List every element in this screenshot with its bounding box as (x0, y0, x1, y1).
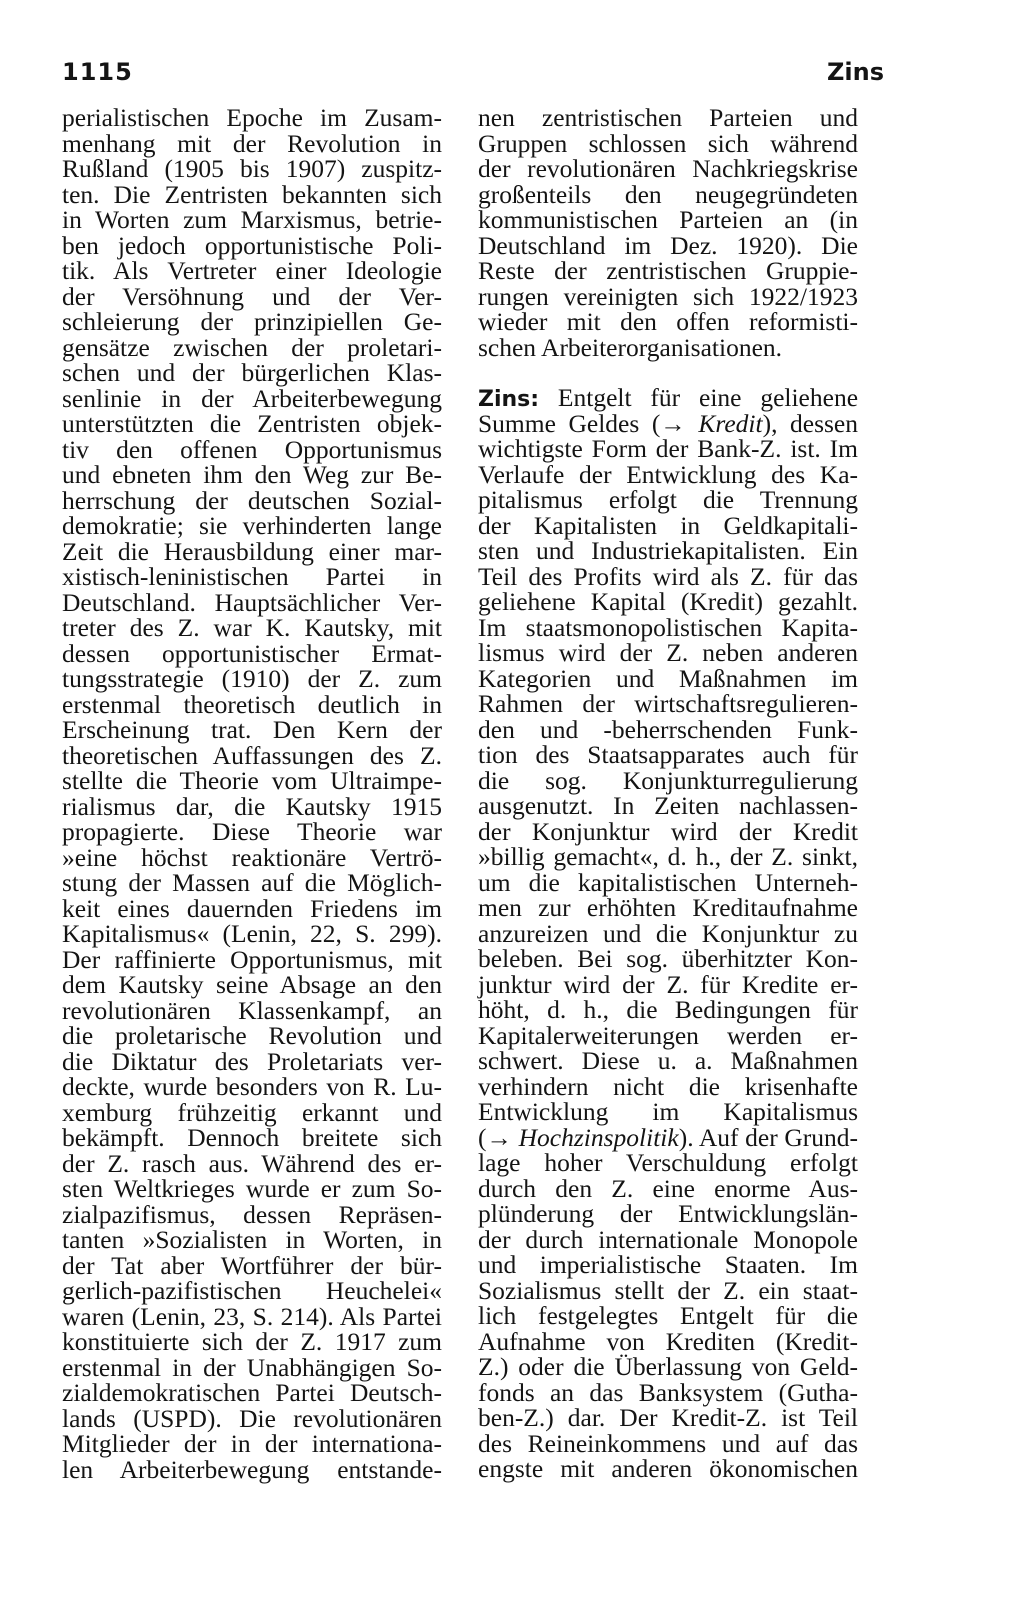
text-line: revolutionären Klassenkampf, an (62, 995, 442, 1025)
text-line: erstenmal in der Unabhängigen So- (62, 1352, 442, 1382)
text-line: waren (Lenin, 23, S. 214). Als Partei (62, 1301, 442, 1331)
text-line: Sozialismus stellt der Z. ein staat- (478, 1275, 858, 1305)
text-line: Reste der zentristischen Gruppie- (478, 256, 858, 285)
text-line: der revolutionären Nachkriegskrise (478, 154, 858, 183)
text-line: Rahmen der wirtschaftsregulieren- (478, 689, 858, 718)
entry-second-line (478, 408, 858, 438)
text-line: »eine höchst reaktionäre Vertrö- (62, 842, 442, 872)
text-line: dem Kautsky seine Absage an den (62, 970, 442, 999)
entry-first-line (478, 385, 858, 411)
text-line: rialismus dar, die Kautsky 1915 (62, 791, 442, 821)
text-line: Gruppen schlossen sich während (478, 128, 858, 158)
text-line: und imperialistische Staaten. Im (478, 1250, 858, 1279)
text-line: ben jedoch opportunistische Poli- (62, 230, 442, 260)
text-line: der Z. rasch aus. Während des er- (62, 1148, 442, 1178)
text-line: sten und Industriekapitalisten. Ein (478, 536, 858, 565)
text-line: zialdemokratischen Partei Deutsch- (62, 1378, 442, 1407)
text-line: wieder mit den offen reformisti- (478, 307, 858, 336)
right-column (478, 105, 858, 1482)
text-line: gerlich-pazifistischen Heuchelei« (62, 1276, 442, 1305)
text-line: wichtigste Form der Bank-Z. ist. Im (478, 434, 858, 463)
text-line: die sog. Konjunkturregulierung (478, 765, 858, 795)
cross-reference-kredit: Kredit (698, 408, 763, 438)
entry-body-part1 (478, 436, 858, 1125)
text-line: ausgenutzt. In Zeiten nachlassen- (478, 791, 858, 820)
paragraph-gap (478, 360, 858, 385)
text-line: Kategorien und Maßnahmen im (478, 663, 858, 693)
text-line: der Kapitalisten in Geldkapitali- (478, 510, 858, 540)
text-line: tungsstrategie (1910) der Z. zum (62, 664, 442, 693)
text-run: (→ (478, 1122, 519, 1152)
text-line: nen zentristischen Parteien und (478, 103, 858, 132)
text-line: höht, d. h., die Bedingungen für (478, 995, 858, 1024)
text-line: tik. Als Vertreter einer Ideologie (62, 256, 442, 285)
text-line: demokratie; sie verhinderten lange (62, 511, 442, 540)
text-line: des Reineinkommens und auf das (478, 1428, 858, 1458)
text-line: anzureizen und die Konjunktur zu (478, 918, 858, 948)
text-line: der Versöhnung und der Ver- (62, 281, 442, 311)
text-run: ). Auf der Grund- (678, 1122, 858, 1152)
text-line: Z.) oder die Überlassung von Geld- (478, 1352, 858, 1381)
text-line: unterstützten die Zentristen objek- (62, 409, 442, 438)
text-line: xistisch-leninistischen Partei in (62, 562, 442, 591)
text-line: pitalismus erfolgt die Trennung (478, 485, 858, 514)
entry-hochzins-line (478, 1122, 858, 1152)
text-line: len Arbeiterbewegung entstande- (62, 1454, 442, 1484)
text-line: tiv den offenen Opportunismus (62, 434, 442, 464)
text-line: stung der Massen auf die Möglich- (62, 868, 442, 897)
entry-first-line-text: Entgelt für eine geliehene (557, 383, 859, 412)
text-line: Zeit die Herausbildung einer mar- (62, 536, 442, 566)
text-run: Summe Geldes (→ (478, 408, 699, 438)
text-line: theoretischen Auffassungen des Z. (62, 740, 442, 770)
text-line: Teil des Profits wird als Z. für das (478, 561, 858, 591)
text-line: xemburg frühzeitig erkannt und (62, 1097, 442, 1127)
text-line: engste mit anderen ökonomischen (478, 1454, 858, 1483)
text-line: rungen vereinigten sich 1922/1923 (478, 281, 858, 311)
text-line: senlinie in der Arbeiterbewegung (62, 383, 442, 413)
text-line: Kapitalismus« (Lenin, 22, S. 299). (62, 919, 442, 948)
text-line: lands (USPD). Die revolutionären (62, 1403, 442, 1433)
text-line: fonds an das Banksystem (Gutha- (478, 1377, 858, 1407)
text-line: durch den Z. eine enorme Aus- (478, 1173, 858, 1203)
text-line: und ebneten ihm den Weg zur Be- (62, 460, 442, 489)
running-head: Zins (827, 58, 884, 86)
text-line: tion des Staatsapparates auch für (478, 740, 858, 769)
text-line: ten. Die Zentristen bekannten sich (62, 179, 442, 209)
left-column (62, 105, 442, 1482)
text-line: Kapitalerweiterungen werden er- (478, 1020, 858, 1050)
text-line: bekämpft. Dennoch breitete sich (62, 1123, 442, 1152)
text-line: junktur wird der Z. für Kredite er- (478, 969, 858, 999)
text-line: Aufnahme von Krediten (Kredit- (478, 1326, 858, 1356)
text-line: lage hoher Verschuldung erfolgt (478, 1148, 858, 1177)
text-line: die proletarische Revolution und (62, 1021, 442, 1050)
text-line: schen und der bürgerlichen Klas- (62, 358, 442, 387)
text-line: konstituierte sich der Z. 1917 zum (62, 1327, 442, 1356)
text-line: Mitglieder der in der internationa- (62, 1429, 442, 1458)
text-line: treter des Z. war K. Kautsky, mit (62, 613, 442, 642)
cross-reference-hochzinspolitik: Hochzinspolitik (518, 1122, 679, 1152)
previous-entry-continuation (478, 105, 858, 360)
text-line: gensätze zwischen der proletari- (62, 332, 442, 362)
text-line: keit eines dauernden Friedens im (62, 893, 442, 923)
text-line: der Tat aber Wortführer der bür- (62, 1250, 442, 1280)
text-line: sten Weltkrieges wurde er zum So- (62, 1174, 442, 1203)
text-line: tanten »Sozialisten in Worten, in (62, 1225, 442, 1254)
text-line: schen Arbeiterorganisationen. (478, 332, 783, 362)
text-line: deckte, wurde besonders von R. Lu- (62, 1072, 442, 1101)
text-line: plünderung der Entwicklungslän- (478, 1199, 858, 1228)
text-line: Im staatsmonopolistischen Kapita- (478, 612, 858, 642)
text-line: men zur erhöhten Kreditaufnahme (478, 893, 858, 922)
text-line: stellte die Theorie vom Ultraimpe- (62, 766, 442, 795)
text-line: Der raffinierte Opportunismus, mit (62, 944, 442, 974)
text-line: perialistischen Epoche im Zusam- (62, 103, 442, 132)
text-run: ), dessen (762, 408, 858, 438)
page-number: 1115 (62, 58, 133, 86)
text-line: Entwicklung im Kapitalismus (478, 1097, 858, 1126)
text-line: Erscheinung trat. Den Kern der (62, 715, 442, 744)
text-line: in Worten zum Marxismus, betrie- (62, 205, 442, 234)
text-line: zialpazifismus, dessen Repräsen- (62, 1199, 442, 1229)
text-line: Verlaufe der Entwicklung des Ka- (478, 459, 858, 489)
text-line: die Diktatur des Proletariats ver- (62, 1046, 442, 1076)
text-line: Rußland (1905 bis 1907) zuspitz- (62, 154, 442, 183)
headword: Zins: (478, 387, 540, 412)
text-line: herrschung der deutschen Sozial- (62, 485, 442, 515)
entry-zins (478, 385, 858, 1482)
text-line: großenteils den neugegründeten (478, 179, 858, 209)
text-line: lich festgelegtes Entgelt für die (478, 1301, 858, 1330)
text-line: menhang mit der Revolution in (62, 128, 442, 158)
text-line: lismus wird der Z. neben anderen (478, 638, 858, 667)
text-line: der Konjunktur wird der Kredit (478, 816, 858, 846)
text-line: »billig gemacht«, d. h., der Z. sinkt, (478, 842, 858, 871)
text-line: dessen opportunistischer Ermat- (62, 638, 442, 668)
text-line: Deutschland im Dez. 1920). Die (478, 230, 858, 260)
text-line: ben-Z.) dar. Der Kredit-Z. ist Teil (478, 1403, 858, 1432)
text-line: den und -beherrschenden Funk- (478, 714, 858, 744)
text-line: verhindern nicht die krisenhafte (478, 1071, 858, 1101)
text-line: kommunistischen Parteien an (in (478, 205, 858, 234)
text-line: Deutschland. Hauptsächlicher Ver- (62, 587, 442, 617)
text-line: beleben. Bei sog. überhitzter Kon- (478, 944, 858, 973)
text-line: schwert. Diese u. a. Maßnahmen (478, 1046, 858, 1075)
text-line: geliehene Kapital (Kredit) gezahlt. (478, 587, 858, 616)
text-line: der durch internationale Monopole (478, 1224, 858, 1254)
text-line: schleierung der prinzipiellen Ge- (62, 307, 442, 336)
text-line: erstenmal theoretisch deutlich in (62, 689, 442, 719)
text-line: um die kapitalistischen Unterneh- (478, 867, 858, 897)
entry-body-part2 (478, 1150, 858, 1482)
text-line: propagierte. Diese Theorie war (62, 817, 442, 846)
